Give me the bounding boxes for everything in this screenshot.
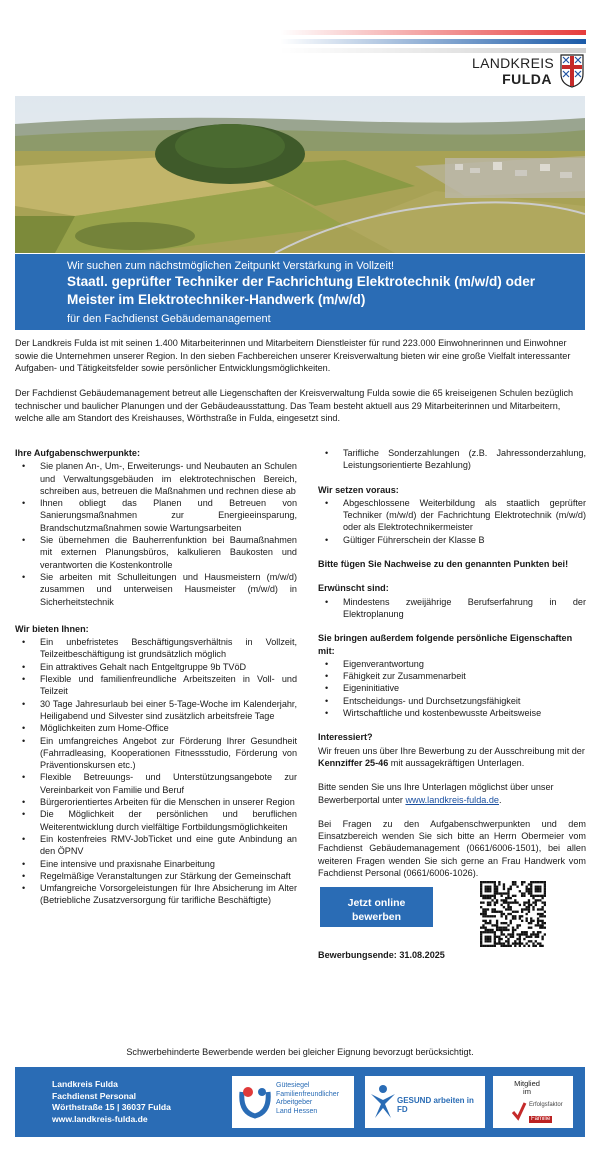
personal-heading: Sie bringen außerdem folgende persönliche Eigenschaften mit: xyxy=(318,633,573,656)
requirements-list xyxy=(318,497,586,546)
reference-code: Kennziffer 25-46 xyxy=(318,757,389,768)
offers-list-continued xyxy=(318,447,586,472)
personal-list xyxy=(318,658,586,719)
offers-heading: Wir bieten Ihnen: xyxy=(15,623,89,634)
list-item: • Fähigkeit zur Zusammenarbeit xyxy=(343,670,586,682)
left-column xyxy=(15,447,297,907)
list-item: • Ihnen obliegt das Planen und Betreuen von Sanierungsmaßnahmen zur Energieeinsparung, Brandschutzmaßnahmen sowie Wartungsarbeiten xyxy=(40,497,297,534)
intro-paragraph-1: Der Landkreis Fulda ist mit seinen 1.400 Mitarbeiterinnen und Mitarbeitern Dienstleister für rund 223.000 Einwohnerinnen und Einwohner sowie die Unternehmen unserer Region. In den sieben Fachbereichen unserer Kreisverwaltung bieten wir eine große Vielfalt interessanter Aufgaben- und Tätigkeitsfelder sowie persönlicher Entwicklungsmöglichkeiten. xyxy=(15,338,571,373)
list-item: • Sie arbeiten mit Schulleitungen und Hausmeistern (m/w/d) zusammen und unterweisen Hausmeister (m/w/d) in Sicherheitstechnik xyxy=(40,571,297,608)
header-stripes xyxy=(280,30,586,57)
title-banner xyxy=(15,254,585,330)
list-item: • Eigeninitiative xyxy=(343,682,586,694)
tasks-heading: Ihre Aufgabenschwerpunkte: xyxy=(15,448,140,458)
list-item: • Gültiger Führerschein der Klasse B xyxy=(343,534,586,546)
list-item: • Wirtschaftliche und kostenbewusste Arbeitsweise xyxy=(343,707,586,719)
contact-text: Bei Fragen zu den Aufgabenschwerpunkten und dem Einsatzbereich wenden Sie sich bitte an Herrn Obermeier vom Fachdienst Gebäudemanagement (0661/6006-1501), bei allen weiteren Fragen wenden Sie sich gerne an Frau Handwerk vom Fachdienst Personal (0661/6006-1026). xyxy=(318,818,586,879)
footer xyxy=(15,1067,585,1137)
footer-website-link[interactable]: www.landkreis-fulda.de xyxy=(52,1113,148,1124)
landscape-photo xyxy=(15,96,585,253)
list-item: • Die Möglichkeit der persönlichen und beruflichen Weiterentwicklung durch vielfältige Fortbildungsmöglichkeiten xyxy=(40,808,297,833)
list-item: • Ein kostenfreies RMV-JobTicket und eine gute Anbindung an den ÖPNV xyxy=(40,833,297,858)
qr-code-icon[interactable] xyxy=(480,881,546,947)
apply-row xyxy=(318,887,586,949)
application-deadline: Bewerbungsende: 31.08.2025 xyxy=(318,950,445,961)
proof-note: Bitte fügen Sie Nachweise zu den genannten Punkten bei! xyxy=(318,559,569,570)
desired-heading: Erwünscht sind: xyxy=(318,583,389,594)
person-figure-icon xyxy=(369,1084,397,1120)
list-item: • 30 Tage Jahresurlaub bei einer 5-Tage-Woche im Kalenderjahr, Heiligabend und Silvester sind zusätzlich arbeitsfreie Tage xyxy=(40,698,297,723)
requirements-heading: Wir setzen voraus: xyxy=(318,484,399,495)
desired-list xyxy=(318,596,586,621)
interest-text: Wir freuen uns über Ihre Bewerbung zu der Ausschreibung mit der Kennziffer 25-46 mit aussagekräftigen Unterlagen. xyxy=(318,745,585,768)
list-item: • Abgeschlossene Weiterbildung als staatlich geprüfter Techniker (m/w/d) der Fachrichtung Elektrotechnik (m/w/d) oder als Elektrotechnikermeister xyxy=(343,497,586,534)
list-item: • Eine intensive und praxisnahe Einarbeitung xyxy=(40,858,297,870)
list-item: • Tarifliche Sonderzahlungen (z.B. Jahressonderzahlung, Leistungsorientierte Bezahlung) xyxy=(343,447,586,472)
banner-intro: Wir suchen zum nächstmöglichen Zeitpunkt Verstärkung in Vollzeit! xyxy=(67,260,395,272)
intro-paragraph-2: Der Fachdienst Gebäudemanagement betreut alle Liegenschaften der Kreisverwaltung Fulda sowie die 65 kreiseigenen Schulen bezüglich technischer und baulicher Planungen und der Gebäudeausstattung. Das Team besteht aktuell aus 29 Mitarbeiterinnen und Mitarbeitern, welche alle am Standort des Kreishauses, Wörthstraße in Fulda, eingesetzt sind. xyxy=(15,388,574,423)
list-item: • Entscheidungs- und Durchsetzungsfähigkeit xyxy=(343,695,586,707)
banner-subtitle: für den Fachdienst Gebäudemanagement xyxy=(67,313,271,325)
list-item: • Mindestens zweijährige Berufserfahrung in der Elektroplanung xyxy=(343,596,586,621)
family-seal-icon xyxy=(236,1082,274,1122)
logo-line-2: FULDA xyxy=(502,71,552,87)
landkreis-fulda-logo xyxy=(472,54,588,90)
list-item: • Ein attraktives Gehalt nach Entgeltgruppe 9b TVöD xyxy=(40,661,297,673)
job-title: Staatl. geprüfter Techniker der Fachrichtung Elektrotechnik (m/w/d) oder Meister im Elektrotechniker-Handwerk (m/w/d) xyxy=(67,274,536,307)
list-item: • Sie planen An-, Um-, Erweiterungs- und Neubauten an Schulen und Verwaltungsgebäuden im elektrotechnischen Bereich, schreiben aus, betreuen die Maßnahmen und rechnen diese ab xyxy=(40,460,297,497)
list-item: • Bürgerorientiertes Arbeiten für die Menschen in unserer Region xyxy=(40,796,297,808)
list-item: • Möglichkeiten zum Home-Office xyxy=(40,722,297,734)
family-friendly-employer-badge: Gütesiegel Familienfreundlicher Arbeitgeber Land Hessen xyxy=(232,1076,354,1128)
list-item: • Flexible und familienfreundliche Arbeitszeiten in Voll- und Teilzeit xyxy=(40,673,297,698)
logo-line-1: LANDKREIS xyxy=(472,55,555,71)
list-item: • Flexible Betreuungs- und Unterstützungsangebote zur Vereinbarkeit von Familie und Beruf xyxy=(40,771,297,796)
tasks-list xyxy=(15,460,297,608)
disability-disclaimer: Schwerbehinderte Bewerbende werden bei gleicher Eignung bevorzugt berücksichtigt. xyxy=(126,1047,474,1057)
list-item: • Ein unbefristetes Beschäftigungsverhältnis in Vollzeit, Teilzeitbeschäftigung ist grundsätzlich möglich xyxy=(40,636,297,661)
list-item: • Umfangreiche Vorsorgeleistungen für Ihre Absicherung im Alter (Betriebliche Zusatzversorgung für tarifliche Beschäftigte) xyxy=(40,882,297,907)
right-column xyxy=(318,447,586,962)
check-mark-icon xyxy=(511,1100,527,1122)
healthy-work-badge: GESUND arbeiten in FD xyxy=(365,1076,485,1128)
apply-online-button[interactable]: Jetzt online bewerben xyxy=(320,887,433,927)
coat-of-arms-icon xyxy=(560,54,584,88)
list-item: • Eigenverantwortung xyxy=(343,658,586,670)
interest-heading: Interessiert? xyxy=(318,732,373,743)
list-item: • Regelmäßige Veranstaltungen zur Stärkung der Gemeinschaft xyxy=(40,870,297,882)
offers-list xyxy=(15,636,297,907)
erfolgsfaktor-familie-badge: Mitglied im Erfolgsfaktor Familie xyxy=(493,1076,573,1128)
list-item: • Sie übernehmen die Bauherrenfunktion bei Baumaßnahmen mit externen Planungsbüros, kalkulieren Baukosten und verantworten die Kostenkontrolle xyxy=(40,534,297,571)
footer-address: Landkreis Fulda Fachdienst Personal Wörthstraße 15 | 36037 Fulda www.landkreis-fulda.de xyxy=(52,1079,171,1124)
list-item: • Ein umfangreiches Angebot zur Förderung Ihrer Gesundheit (Fahrradleasing, Kooperationen Fitnessstudio, Förderung von Präventionskursen etc.) xyxy=(40,735,297,772)
portal-link[interactable]: www.landkreis-fulda.de xyxy=(405,794,499,805)
portal-text: Bitte senden Sie uns Ihre Unterlagen möglichst über unser Bewerberportal unter www.landkreis-fulda.de. xyxy=(318,782,554,805)
